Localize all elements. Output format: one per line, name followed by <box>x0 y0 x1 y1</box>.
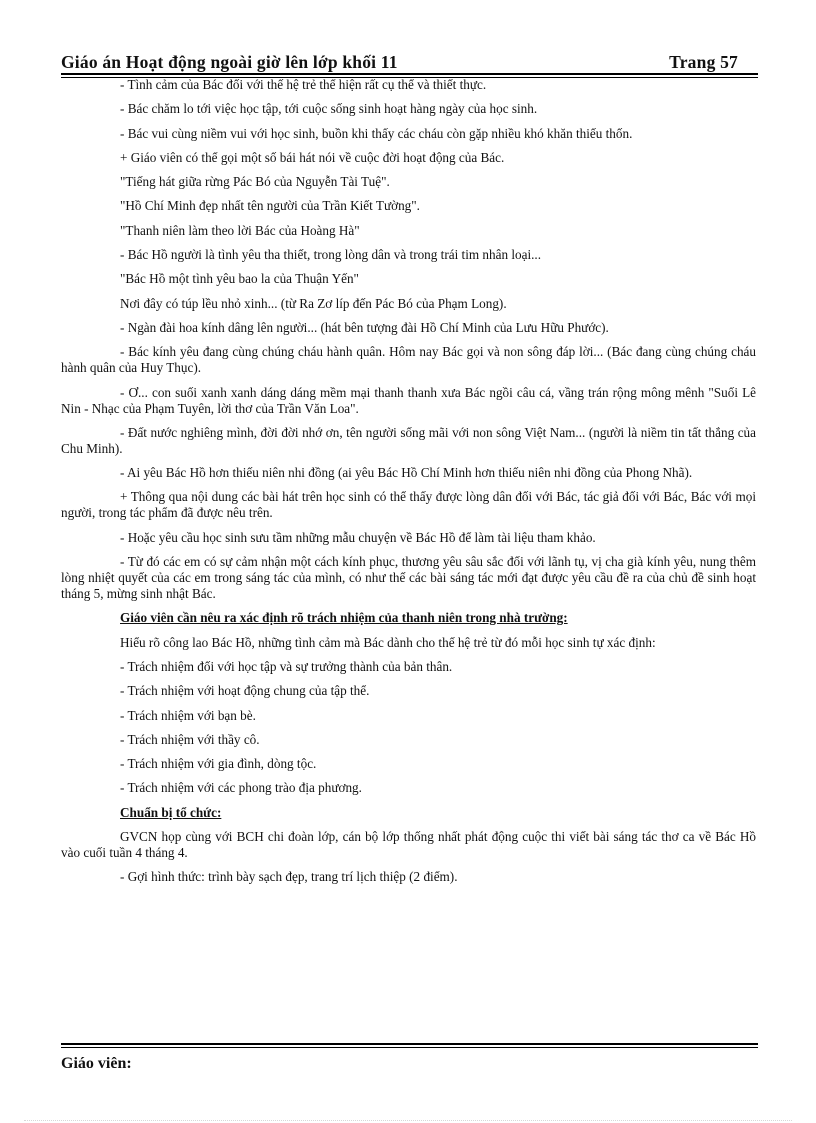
page-header <box>61 52 758 73</box>
footer-rule-thin <box>61 1047 758 1048</box>
paragraph: - Bác kính yêu đang cùng chúng cháu hành quân. Hôm nay Bác gọi và non sông đáp lời... (Bác đang cùng chúng cháu hành quân của Huy Thục). <box>61 344 756 376</box>
paragraph: Hiểu rõ công lao Bác Hồ, những tình cảm mà Bác dành cho thế hệ trẻ từ đó mỗi học sinh tự xác định: <box>120 634 656 650</box>
paragraph: - Trách nhiệm với các phong trào địa phương. <box>120 780 362 796</box>
paragraph: + Thông qua nội dung các bài hát trên học sinh có thể thấy được lòng dân đối với Bác, tác giả đối với Bác, Bác với mọi người, trong tác phẩm đã được nêu trên. <box>61 489 756 521</box>
paragraph: + Giáo viên có thể gọi một số bái hát nói về cuộc đời hoạt động của Bác. <box>120 149 505 165</box>
document-title: Giáo án Hoạt động ngoài giờ lên lớp khối 11 <box>61 52 398 72</box>
paragraph: "Hồ Chí Minh đẹp nhất tên người của Trần Kiết Tường". <box>120 198 420 214</box>
paragraph: - Bác chăm lo tới việc học tập, tới cuộc sống sinh hoạt hàng ngày của học sinh. <box>120 101 538 117</box>
paragraph: - Trách nhiệm với thầy cô. <box>120 731 260 747</box>
teacher-label: Giáo viên: <box>61 1055 132 1072</box>
paragraph: - Trách nhiệm với bạn bè. <box>120 707 256 723</box>
page-edge <box>24 1120 792 1121</box>
paragraph: - Gợi hình thức: trình bày sạch đẹp, trang trí lịch thiệp (2 điểm). <box>120 869 458 885</box>
paragraph: - Đất nước nghiêng mình, đời đời nhớ ơn, tên người sống mãi với non sông Việt Nam... (người là niềm tin tất thắng của Chu Minh). <box>61 424 756 456</box>
document-body <box>61 77 756 894</box>
paragraph: - Trách nhiệm với gia đình, dòng tộc. <box>120 756 317 772</box>
paragraph: "Tiếng hát giữa rừng Pác Bó của Nguyễn Tài Tuệ". <box>120 174 390 190</box>
paragraph: Nơi đây có túp lều nhỏ xinh... (từ Ra Zơ líp đến Pác Bó của Phạm Long). <box>120 295 507 311</box>
paragraph: - Hoặc yêu cầu học sinh sưu tầm những mẫu chuyện về Bác Hồ để làm tài liệu tham khảo. <box>120 529 596 545</box>
section-heading: Giáo viên cần nêu ra xác định rõ trách nhiệm của thanh niên trong nhà trường: <box>120 610 568 626</box>
page-number: Trang 57 <box>669 52 738 72</box>
header-rule <box>61 73 758 75</box>
paragraph: - Trách nhiệm đối với học tập và sự trưởng thành của bản thân. <box>120 658 453 674</box>
paragraph: GVCN họp cùng với BCH chi đoàn lớp, cán bộ lớp thống nhất phát động cuộc thi viết bài sáng tác thơ ca về Bác Hồ vào cuối tuần 4 tháng 4. <box>61 829 756 861</box>
paragraph: - Bác vui cùng niềm vui với học sinh, buồn khi thấy các cháu còn gặp nhiều khó khăn thiếu thốn. <box>120 125 633 141</box>
paragraph: - Trách nhiệm với hoạt động chung của tập thể. <box>120 683 370 699</box>
paragraph: - Từ đó các em có sự cảm nhận một cách kính phục, thương yêu sâu sắc đối với lãnh tụ, vị cha già kính yêu, nung thêm lòng nhiệt quyết của các em trong sáng tác của mình, có như thế các bài sáng tác mới đạt được yêu cầu đề ra của chủ đề sinh hoạt tháng 5, mừng sinh nhật Bác. <box>61 554 756 602</box>
paragraph: "Bác Hồ một tình yêu bao la của Thuận Yến" <box>120 271 359 287</box>
paragraph: - Ngàn đài hoa kính dâng lên người... (hát bên tượng đài Hồ Chí Minh của Lưu Hữu Phước). <box>120 319 609 335</box>
footer-rule <box>61 1043 758 1045</box>
section-heading: Chuẩn bị tổ chức: <box>120 804 222 820</box>
paragraph: "Thanh niên làm theo lời Bác của Hoàng Hà" <box>120 222 360 238</box>
paragraph: - Tình cảm của Bác đối với thế hệ trẻ thể hiện rất cụ thể và thiết thực. <box>120 77 487 92</box>
paragraph: - Ơ... con suối xanh xanh dáng dáng mềm mại thanh thanh xưa Bác ngồi câu cá, vầng trán rộng mông mênh "Suối Lê Nin - Nhạc của Phạm Tuyên, lời thơ của Trần Văn Loa". <box>61 384 756 416</box>
paragraph: - Ai yêu Bác Hồ hơn thiếu niên nhi đồng (ai yêu Bác Hồ Chí Minh hơn thiếu niên nhi đồng của Phong Nhã). <box>120 465 693 481</box>
paragraph: - Bác Hồ người là tình yêu tha thiết, trong lòng dân và trong trái tim nhân loại... <box>120 247 542 263</box>
